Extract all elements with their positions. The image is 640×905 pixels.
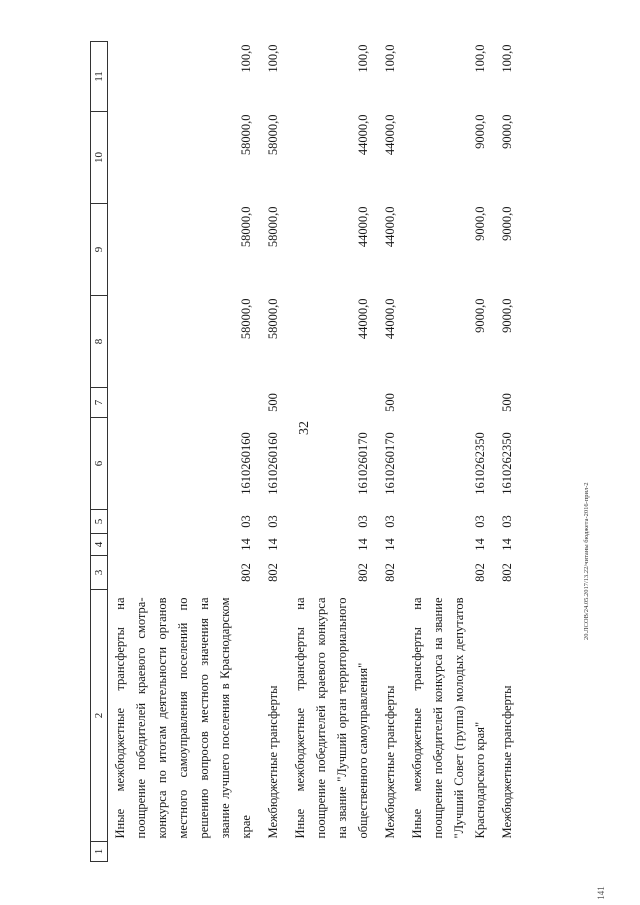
row-value-11: 100,0 [239,44,253,73]
col-header-9: 9 [91,204,108,296]
row-code-5: 03 [239,515,253,528]
row-code-3: 802 [266,563,280,582]
header-row [91,42,108,862]
row-code-7 [108,388,262,418]
row-description: Иные межбюджетные трансферты на поощрение победителей краевого смотра-конкурса по итогам деятельности органов местного самоуправления поселений по решению вопросов местного значения на звание лучшего поселения в Краснодарском крае [113,597,253,839]
row-empty-cell [261,842,288,862]
col-header-3: 3 [91,556,108,590]
row-value-9: 9000,0 [500,206,514,241]
col-header-8: 8 [91,296,108,388]
table-row [261,42,288,862]
row-code-6: 1610262350 [473,432,487,495]
row-code-6: 1610260160 [266,432,280,495]
row-value-8: 9000,0 [473,298,487,333]
row-code-6: 1610260170 [383,432,397,495]
row-code-6: 1610260160 [239,432,253,495]
row-value-9: 9000,0 [473,206,487,241]
row-empty-cell [378,842,405,862]
budget-table-rotated [90,42,530,862]
row-code-5: 03 [383,515,397,528]
row-value-10: 58000,0 [266,114,280,156]
row-code-4: 14 [473,538,487,551]
row-code-6: 1610262350 [500,432,514,495]
col-header-1: 1 [91,842,108,862]
row-value-8: 9000,0 [500,298,514,333]
row-empty-cell [288,842,378,862]
row-value-9: 58000,0 [266,206,280,248]
row-empty-cell [405,842,495,862]
row-description: Межбюджетные трансферты [383,685,397,839]
row-code-4: 14 [500,538,514,551]
row-code-4: 14 [266,538,280,551]
table-row [495,42,522,862]
col-header-11: 11 [91,42,108,112]
row-value-9: 44000,0 [383,206,397,248]
row-value-8: 58000,0 [266,298,280,340]
row-code-5: 03 [500,515,514,528]
row-value-9: 58000,0 [239,206,253,248]
row-code-3: 802 [356,563,370,582]
footer-code: 20.ЛСОВ/24.05.2017/13.22/читаны бюджета-2016-прил-2 [583,482,590,640]
col-header-6: 6 [91,418,108,510]
row-code-7 [288,388,378,418]
corner-mark: 141 [595,886,606,900]
row-value-11: 100,0 [383,44,397,73]
page-number: 32 [297,421,312,435]
row-description: Межбюджетные трансферты [500,685,514,839]
row-code-3: 802 [473,563,487,582]
row-value-10: 58000,0 [239,114,253,156]
row-value-11: 100,0 [473,44,487,73]
row-value-11: 100,0 [356,44,370,73]
row-empty-cell [495,842,522,862]
row-empty-cell [108,842,262,862]
row-code-3: 802 [383,563,397,582]
row-value-11: 100,0 [266,44,280,73]
budget-table [90,41,522,862]
row-description: Межбюджетные трансферты [266,685,280,839]
row-value-10: 9000,0 [473,114,487,149]
row-value-10: 44000,0 [356,114,370,156]
row-code-4: 14 [239,538,253,551]
row-code-6: 1610260170 [356,432,370,495]
row-value-11: 100,0 [500,44,514,73]
row-code-3: 802 [239,563,253,582]
row-value-10: 44000,0 [383,114,397,156]
row-value-8: 58000,0 [239,298,253,340]
table-row [288,42,378,862]
table-row [378,42,405,862]
row-code-7: 500 [500,393,514,412]
row-code-7: 500 [266,393,280,412]
row-value-8: 44000,0 [383,298,397,340]
row-description: Иные межбюджетные трансферты на поощрение победителей краевого конкурса на звание "Лучший орган территориального общественного самоуправления" [293,597,370,839]
row-value-8: 44000,0 [356,298,370,340]
row-code-7: 500 [383,393,397,412]
row-code-7 [405,388,495,418]
row-value-10: 9000,0 [500,114,514,149]
row-code-5: 03 [473,515,487,528]
row-code-4: 14 [356,538,370,551]
row-value-9: 44000,0 [356,206,370,248]
col-header-10: 10 [91,112,108,204]
col-header-2: 2 [91,590,108,842]
row-code-5: 03 [266,515,280,528]
row-code-3: 802 [500,563,514,582]
col-header-5: 5 [91,510,108,534]
col-header-4: 4 [91,534,108,556]
col-header-7: 7 [91,388,108,418]
table-row [405,42,495,862]
row-code-5: 03 [356,515,370,528]
row-code-4: 14 [383,538,397,551]
table-row [108,42,262,862]
row-description: Иные межбюджетные трансферты на поощрение победителей конкурса на звание "Лучший Совет (группа) молодых депутатов Краснодарского края" [410,597,487,839]
